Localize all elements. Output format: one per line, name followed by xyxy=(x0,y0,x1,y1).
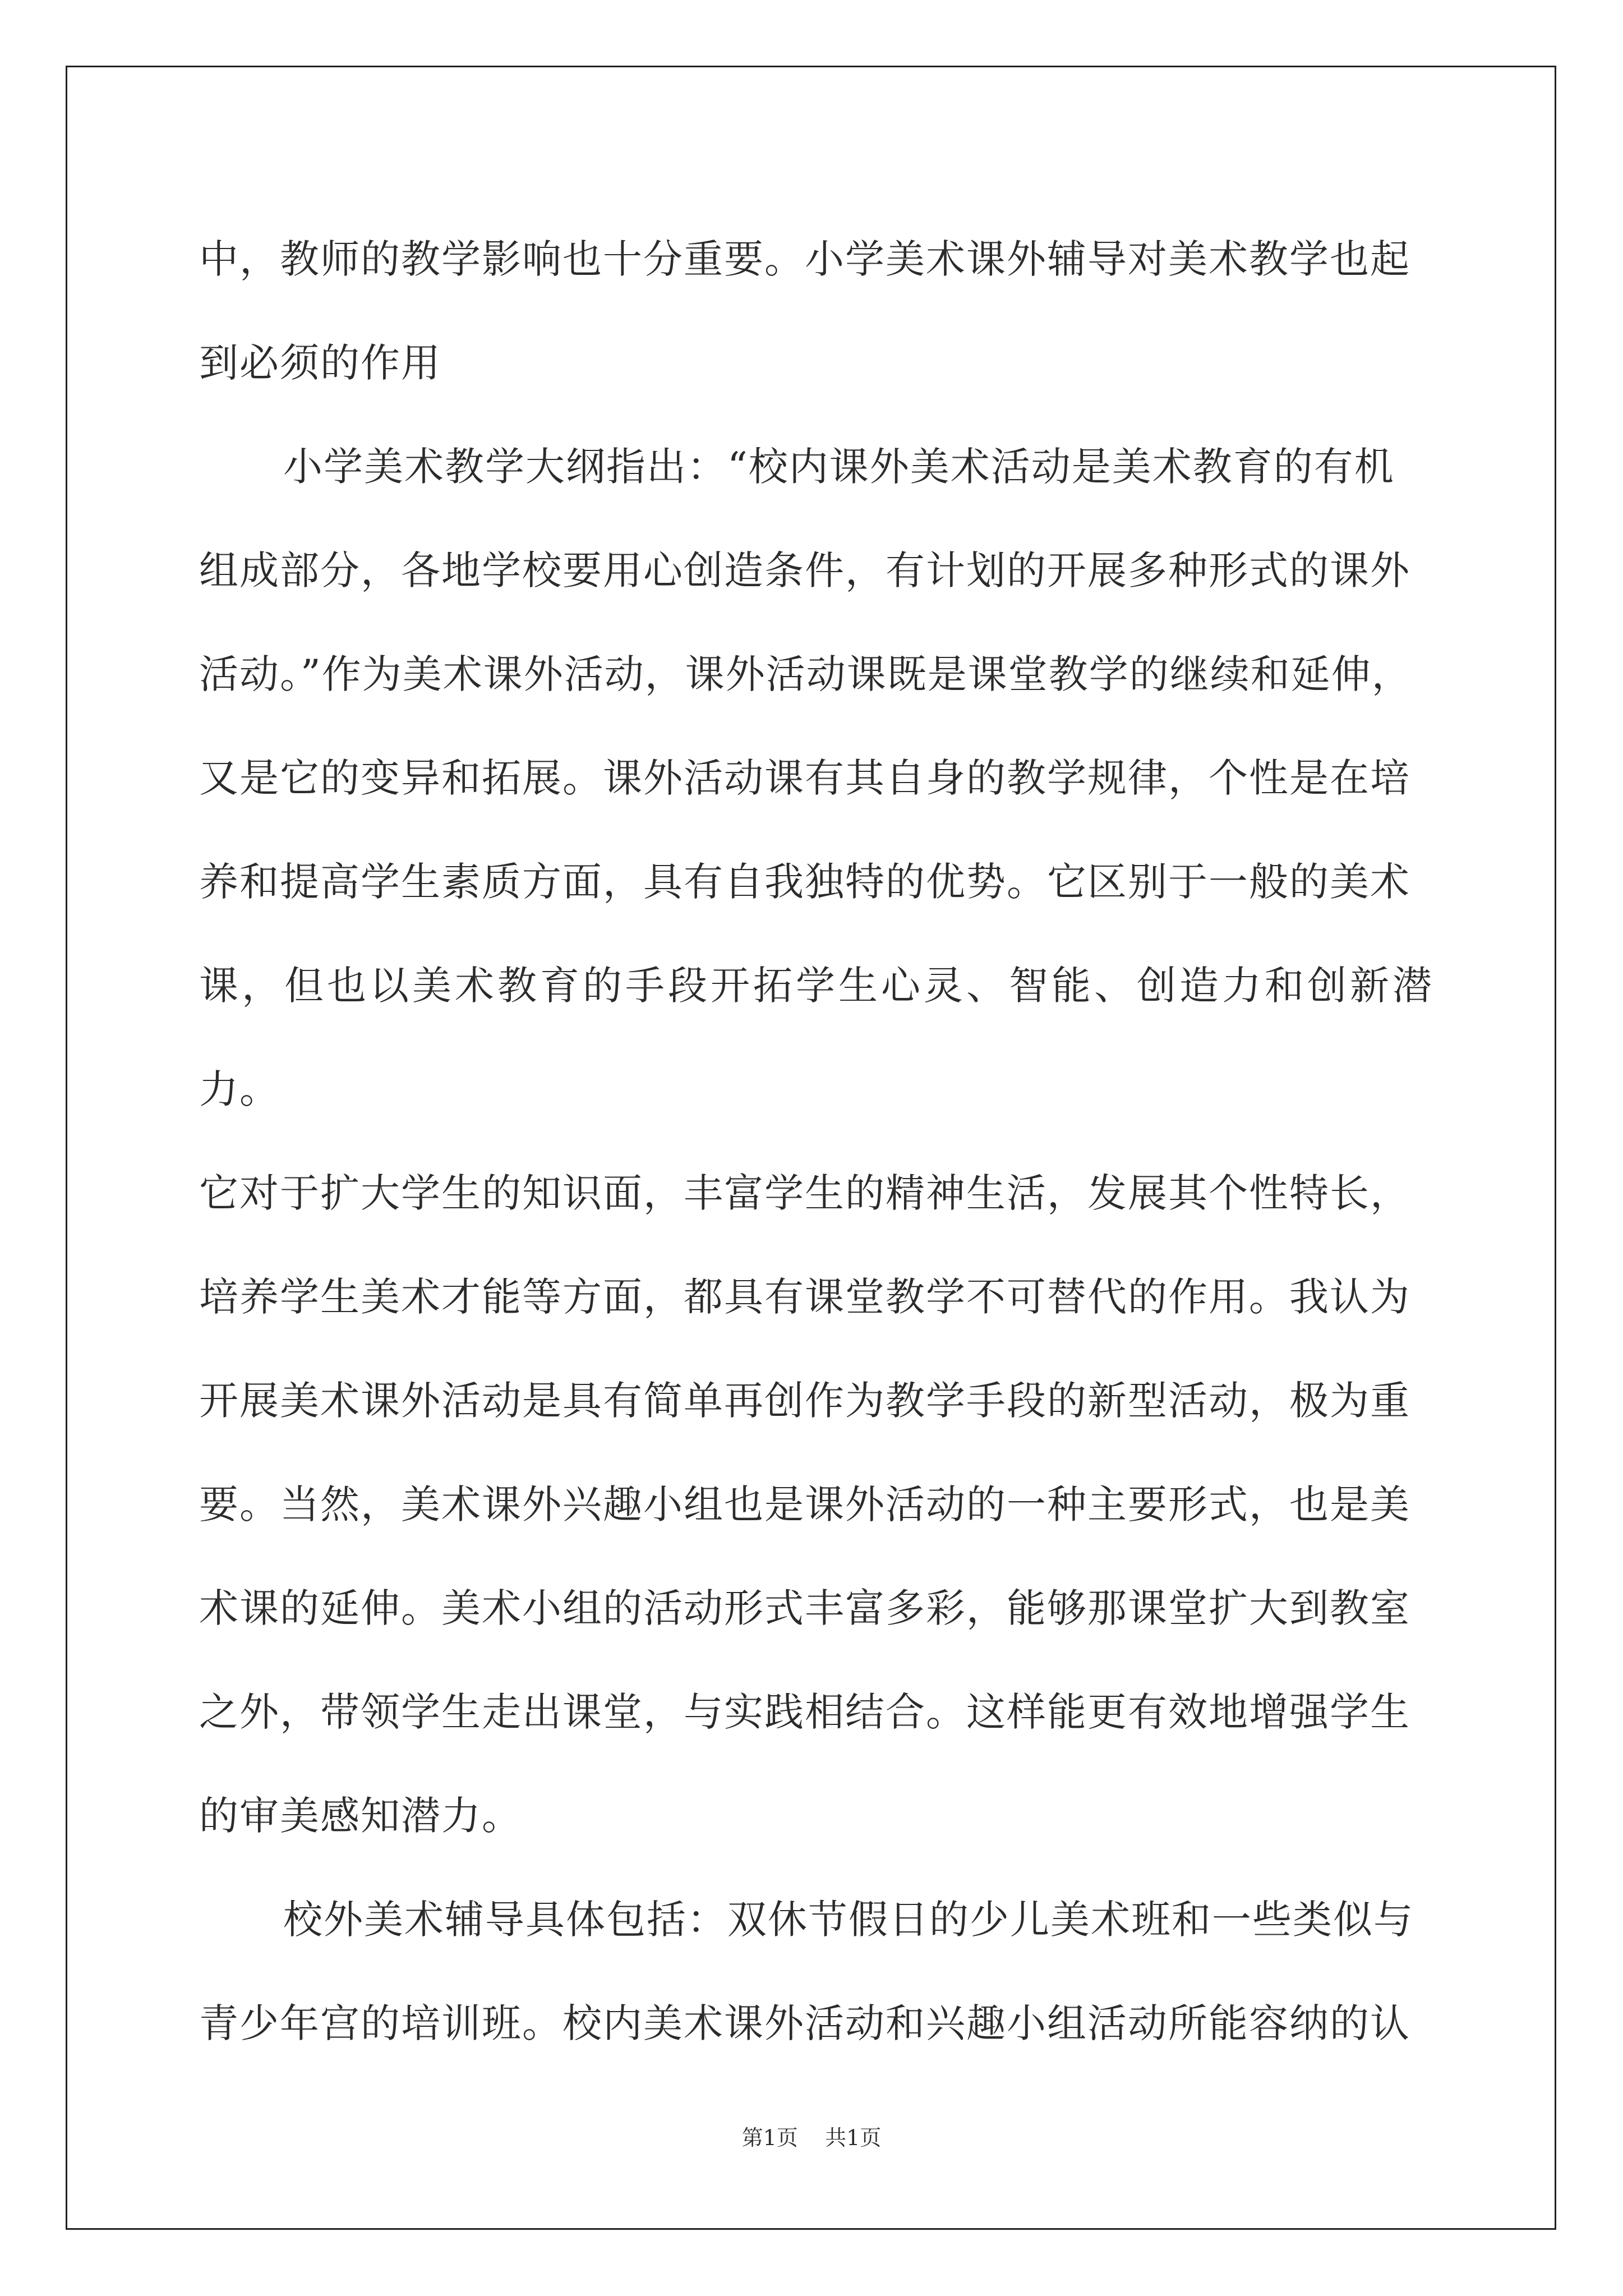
text-line: 青少年宫的培训班。校内美术课外活动和兴趣小组活动所能容纳的认 xyxy=(199,2000,1410,2046)
text-line: 又是它的变异和拓展。课外活动课有其自身的教学规律，个性是在培 xyxy=(199,755,1410,801)
text-line: 术课的延伸。美术小组的活动形式丰富多彩，能够那课堂扩大到教室 xyxy=(199,1585,1410,1631)
text-line: 培养学生美术才能等方面，都具有课堂教学不可替代的作用。我认为 xyxy=(199,1274,1410,1320)
text-line: 中，教师的教学影响也十分重要。小学美术课外辅导对美术教学也起 xyxy=(199,236,1410,282)
text-line: 小学美术教学大纲指出：“校内课外美术活动是美术教育的有机 xyxy=(283,444,1395,490)
text-line: 课，但也以美术教育的手段开拓学生心灵、智能、创造力和创新潜力。 xyxy=(199,963,1433,1112)
text-line: 之外，带领学生走出课堂，与实践相结合。这样能更有效地增强学生 xyxy=(199,1689,1410,1735)
text-line: 到必须的作用 xyxy=(199,340,441,386)
paragraph-2 xyxy=(199,415,1433,1868)
text-line: 养和提高学生素质方面，具有自我独特的优势。它区别于一般的美术 xyxy=(199,859,1410,905)
text-line: 组成部分，各地学校要用心创造条件，有计划的开展多种形式的课外 xyxy=(199,547,1410,593)
text-line: 要。当然，美术课外兴趣小组也是课外活动的一种主要形式，也是美 xyxy=(199,1481,1410,1527)
text-line: 开展美术课外活动是具有简单再创作为教学手段的新型活动，极为重 xyxy=(199,1378,1410,1424)
document-body xyxy=(199,208,1433,2076)
page-number: 第1页 xyxy=(741,2125,798,2150)
text-line: 活动。”作为美术课外活动，课外活动课既是课堂教学的继续和延伸， xyxy=(199,651,1412,697)
paragraph-1 xyxy=(199,208,1433,415)
text-line: 的审美感知潜力。 xyxy=(199,1793,522,1839)
page-total: 共1页 xyxy=(825,2125,882,2150)
text-line: 它对于扩大学生的知识面，丰富学生的精神生活，发展其个性特长， xyxy=(199,1170,1410,1216)
paragraph-3 xyxy=(199,1868,1433,2076)
page-footer xyxy=(0,2120,1623,2151)
text-line: 校外美术辅导具体包括：双休节假日的少儿美术班和一些类似与 xyxy=(283,1897,1414,1943)
